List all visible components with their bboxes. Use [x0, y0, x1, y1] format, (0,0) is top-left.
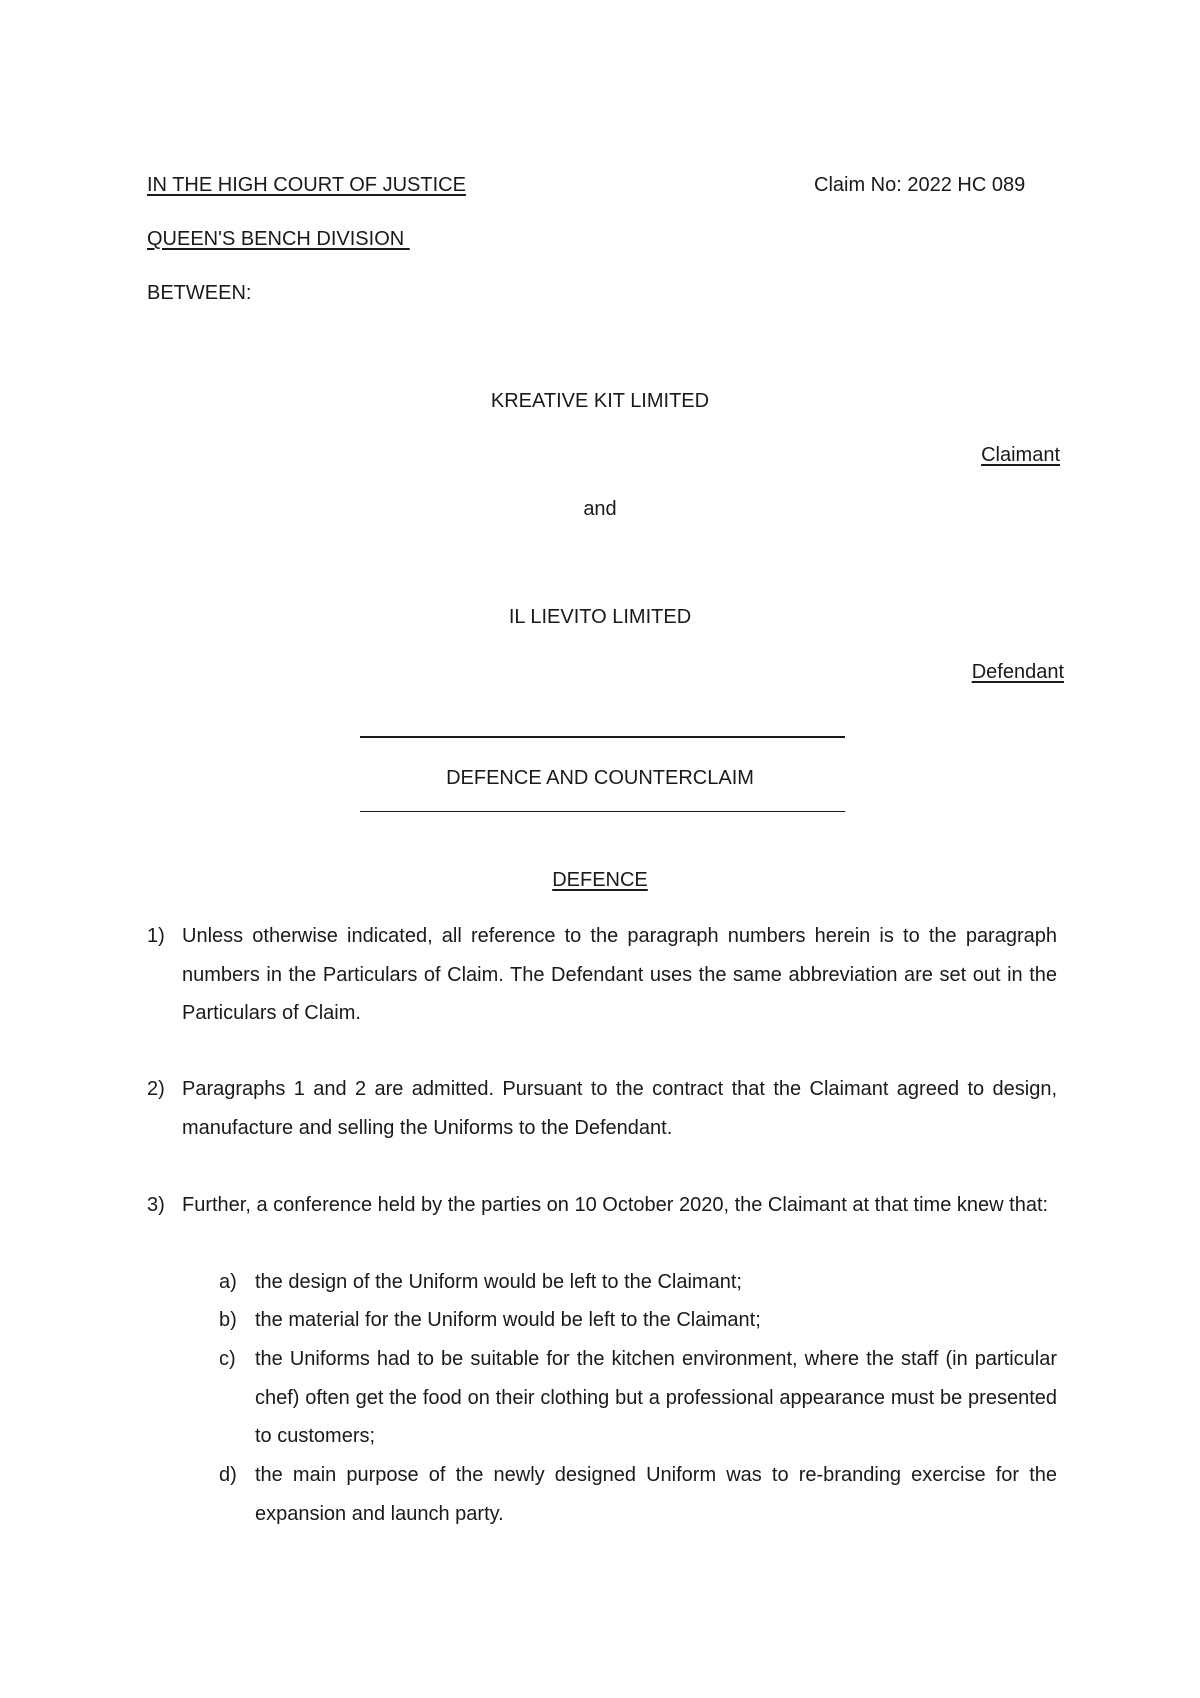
sub-item-text: the design of the Uniform would be left to the Claimant;	[255, 1271, 742, 1293]
paragraph-2	[147, 1070, 1057, 1147]
defendant-role: Defendant	[971, 661, 1064, 683]
paragraph-number: 1)	[147, 925, 165, 947]
paragraph-text: Paragraphs 1 and 2 are admitted. Pursuant to the contract that the Claimant agreed to design, manufacture and selling the Uniforms to the Defendant.	[182, 1078, 1057, 1139]
between-label: BETWEEN:	[147, 282, 252, 304]
paragraph-text: Unless otherwise indicated, all reference to the paragraph numbers herein is to the paragraph numbers in the Particulars of Claim. The Defendant uses the same abbreviation are set out in the Particulars of Claim.	[182, 925, 1057, 1024]
court-name: IN THE HIGH COURT OF JUSTICE	[147, 174, 466, 196]
paragraph-number: 3)	[147, 1194, 165, 1216]
paragraph-text: Further, a conference held by the parties on 10 October 2020, the Claimant at that time knew that:	[182, 1194, 1049, 1216]
title-top-rule	[360, 736, 845, 738]
sub-item-letter: c)	[219, 1348, 236, 1370]
section-heading: DEFENCE	[552, 869, 648, 891]
title-bottom-rule	[360, 811, 845, 812]
paragraph-1	[147, 917, 1057, 1033]
sub-item-b	[219, 1301, 1057, 1340]
sub-item-letter: b)	[219, 1309, 237, 1331]
paragraph-number: 2)	[147, 1078, 165, 1100]
sub-item-c	[219, 1340, 1057, 1456]
defendant-name: IL LIEVITO LIMITED	[508, 606, 692, 628]
paragraph-3	[147, 1186, 1057, 1225]
claimant-role: Claimant	[981, 444, 1060, 466]
sub-item-d	[219, 1456, 1057, 1533]
court-division: QUEEN'S BENCH DIVISION	[147, 228, 410, 250]
claim-number: Claim No: 2022 HC 089	[814, 174, 1026, 196]
sub-item-text: the material for the Uniform would be left to the Claimant;	[255, 1309, 761, 1331]
sub-item-text: the main purpose of the newly designed Uniform was to re-branding exercise for the expansion and launch party.	[255, 1464, 1057, 1525]
document-title: DEFENCE AND COUNTERCLAIM	[446, 767, 754, 789]
and-label: and	[583, 498, 617, 520]
claimant-name: KREATIVE KIT LIMITED	[490, 390, 710, 412]
sub-item-a	[219, 1263, 1057, 1302]
sub-item-letter: a)	[219, 1271, 237, 1293]
sub-item-letter: d)	[219, 1464, 237, 1486]
sub-item-text: the Uniforms had to be suitable for the kitchen environment, where the staff (in particular chef) often get the food on their clothing but a professional appearance must be presented to customers;	[255, 1348, 1057, 1447]
